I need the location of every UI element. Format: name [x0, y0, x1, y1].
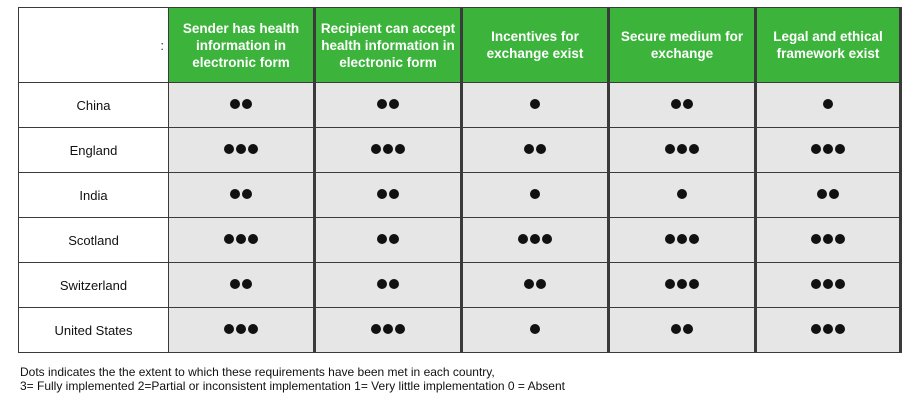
score-cell	[315, 83, 462, 128]
country-label: Switzerland	[19, 263, 169, 308]
score-cell	[609, 173, 756, 218]
legend-line-2: 3= Fully implemented 2=Partial or inconsistent implementation 1= Very little implementation 0 = Absent	[20, 379, 565, 393]
score-cell	[756, 128, 901, 173]
dot-icon	[689, 234, 699, 244]
score-cell	[756, 173, 901, 218]
dot-icon	[835, 144, 845, 154]
score-dots	[811, 144, 845, 154]
header-legal-ethical: Legal and ethical framework exist	[756, 8, 901, 83]
dot-icon	[242, 279, 252, 289]
score-cell	[169, 83, 315, 128]
dot-icon	[671, 99, 681, 109]
dot-icon	[671, 324, 681, 334]
score-dots	[377, 234, 399, 244]
dot-icon	[823, 279, 833, 289]
dot-icon	[811, 324, 821, 334]
dot-icon	[248, 144, 258, 154]
score-dots	[224, 324, 258, 334]
score-dots	[530, 99, 540, 109]
dot-icon	[665, 234, 675, 244]
dot-icon	[823, 144, 833, 154]
score-dots	[230, 189, 252, 199]
table-row	[19, 128, 901, 173]
dot-icon	[230, 99, 240, 109]
dot-icon	[823, 324, 833, 334]
score-cell	[609, 83, 756, 128]
dot-icon	[677, 144, 687, 154]
dot-icon	[389, 234, 399, 244]
dot-icon	[242, 189, 252, 199]
dot-icon	[377, 279, 387, 289]
dot-icon	[542, 234, 552, 244]
dot-icon	[383, 144, 393, 154]
score-dots	[811, 279, 845, 289]
score-dots	[823, 99, 833, 109]
score-cell	[315, 218, 462, 263]
dot-icon	[236, 234, 246, 244]
header-secure-medium: Secure medium for exchange	[609, 8, 756, 83]
dot-icon	[389, 189, 399, 199]
score-dots	[371, 144, 405, 154]
score-cell	[756, 83, 901, 128]
score-dots	[377, 189, 399, 199]
score-cell	[462, 128, 609, 173]
score-dots	[665, 234, 699, 244]
header-incentives: Incentives for exchange exist	[462, 8, 609, 83]
requirements-table	[18, 7, 902, 353]
dot-icon	[230, 279, 240, 289]
header-recipient-accept: Recipient can accept health information in electronic form	[315, 8, 462, 83]
legend-line-1: Dots indicates the the extent to which these requirements have been met in each country,	[20, 365, 495, 379]
table-row	[19, 173, 901, 218]
dot-icon	[811, 279, 821, 289]
dot-icon	[371, 144, 381, 154]
dot-icon	[689, 144, 699, 154]
country-label: China	[19, 83, 169, 128]
table-row	[19, 83, 901, 128]
dot-icon	[530, 189, 540, 199]
dot-icon	[377, 99, 387, 109]
dot-icon	[236, 324, 246, 334]
score-dots	[377, 279, 399, 289]
dot-icon	[395, 324, 405, 334]
dot-icon	[835, 279, 845, 289]
country-label: India	[19, 173, 169, 218]
dot-icon	[224, 324, 234, 334]
score-cell	[462, 263, 609, 308]
dot-icon	[524, 279, 534, 289]
score-cell	[315, 308, 462, 353]
dot-icon	[530, 324, 540, 334]
score-cell	[756, 308, 901, 353]
table-row	[19, 263, 901, 308]
dot-icon	[224, 234, 234, 244]
score-cell	[609, 218, 756, 263]
dot-icon	[677, 279, 687, 289]
dot-icon	[829, 189, 839, 199]
score-cell	[609, 308, 756, 353]
score-dots	[671, 324, 693, 334]
score-dots	[224, 144, 258, 154]
dot-icon	[248, 234, 258, 244]
dot-icon	[530, 99, 540, 109]
score-cell	[609, 128, 756, 173]
dot-icon	[683, 99, 693, 109]
score-dots	[677, 189, 687, 199]
dot-icon	[677, 189, 687, 199]
country-label: United States	[19, 308, 169, 353]
dot-icon	[536, 279, 546, 289]
score-dots	[665, 279, 699, 289]
dot-icon	[677, 234, 687, 244]
dot-icon	[248, 324, 258, 334]
score-dots	[671, 99, 693, 109]
score-dots	[530, 189, 540, 199]
score-cell	[756, 263, 901, 308]
score-dots	[224, 234, 258, 244]
score-cell	[462, 173, 609, 218]
header-sender-electronic: Sender has health information in electronic form	[169, 8, 315, 83]
dot-icon	[823, 234, 833, 244]
score-dots	[817, 189, 839, 199]
score-dots	[811, 234, 845, 244]
score-dots	[230, 279, 252, 289]
score-dots	[377, 99, 399, 109]
table-row	[19, 308, 901, 353]
score-cell	[462, 308, 609, 353]
score-dots	[811, 324, 845, 334]
dot-icon	[835, 234, 845, 244]
score-cell	[169, 308, 315, 353]
score-dots	[518, 234, 552, 244]
dot-icon	[377, 234, 387, 244]
dot-icon	[389, 99, 399, 109]
dot-icon	[835, 324, 845, 334]
score-cell	[315, 128, 462, 173]
dot-icon	[665, 279, 675, 289]
dot-icon	[536, 144, 546, 154]
dot-icon	[377, 189, 387, 199]
dot-icon	[683, 324, 693, 334]
dot-icon	[530, 234, 540, 244]
score-dots	[230, 99, 252, 109]
score-dots	[530, 324, 540, 334]
score-cell	[315, 263, 462, 308]
score-cell	[169, 218, 315, 263]
score-cell	[462, 83, 609, 128]
dot-icon	[524, 144, 534, 154]
dot-icon	[371, 324, 381, 334]
dot-icon	[224, 144, 234, 154]
country-label: England	[19, 128, 169, 173]
dot-icon	[395, 144, 405, 154]
dot-icon	[689, 279, 699, 289]
dot-icon	[665, 144, 675, 154]
score-cell	[315, 173, 462, 218]
score-cell	[609, 263, 756, 308]
score-dots	[665, 144, 699, 154]
score-cell	[169, 263, 315, 308]
country-label: Scotland	[19, 218, 169, 263]
score-dots	[524, 144, 546, 154]
dot-icon	[383, 324, 393, 334]
legend-note	[20, 365, 590, 393]
score-cell	[169, 173, 315, 218]
score-cell	[756, 218, 901, 263]
score-cell	[462, 218, 609, 263]
dot-icon	[236, 144, 246, 154]
dot-icon	[389, 279, 399, 289]
header-row	[19, 8, 901, 83]
dot-icon	[823, 99, 833, 109]
dot-icon	[811, 144, 821, 154]
dot-icon	[518, 234, 528, 244]
score-dots	[524, 279, 546, 289]
corner-cell: :	[19, 8, 169, 83]
dot-icon	[811, 234, 821, 244]
score-cell	[169, 128, 315, 173]
table-row	[19, 218, 901, 263]
table-body	[19, 83, 901, 353]
dot-icon	[242, 99, 252, 109]
dot-icon	[817, 189, 827, 199]
score-dots	[371, 324, 405, 334]
dot-icon	[230, 189, 240, 199]
